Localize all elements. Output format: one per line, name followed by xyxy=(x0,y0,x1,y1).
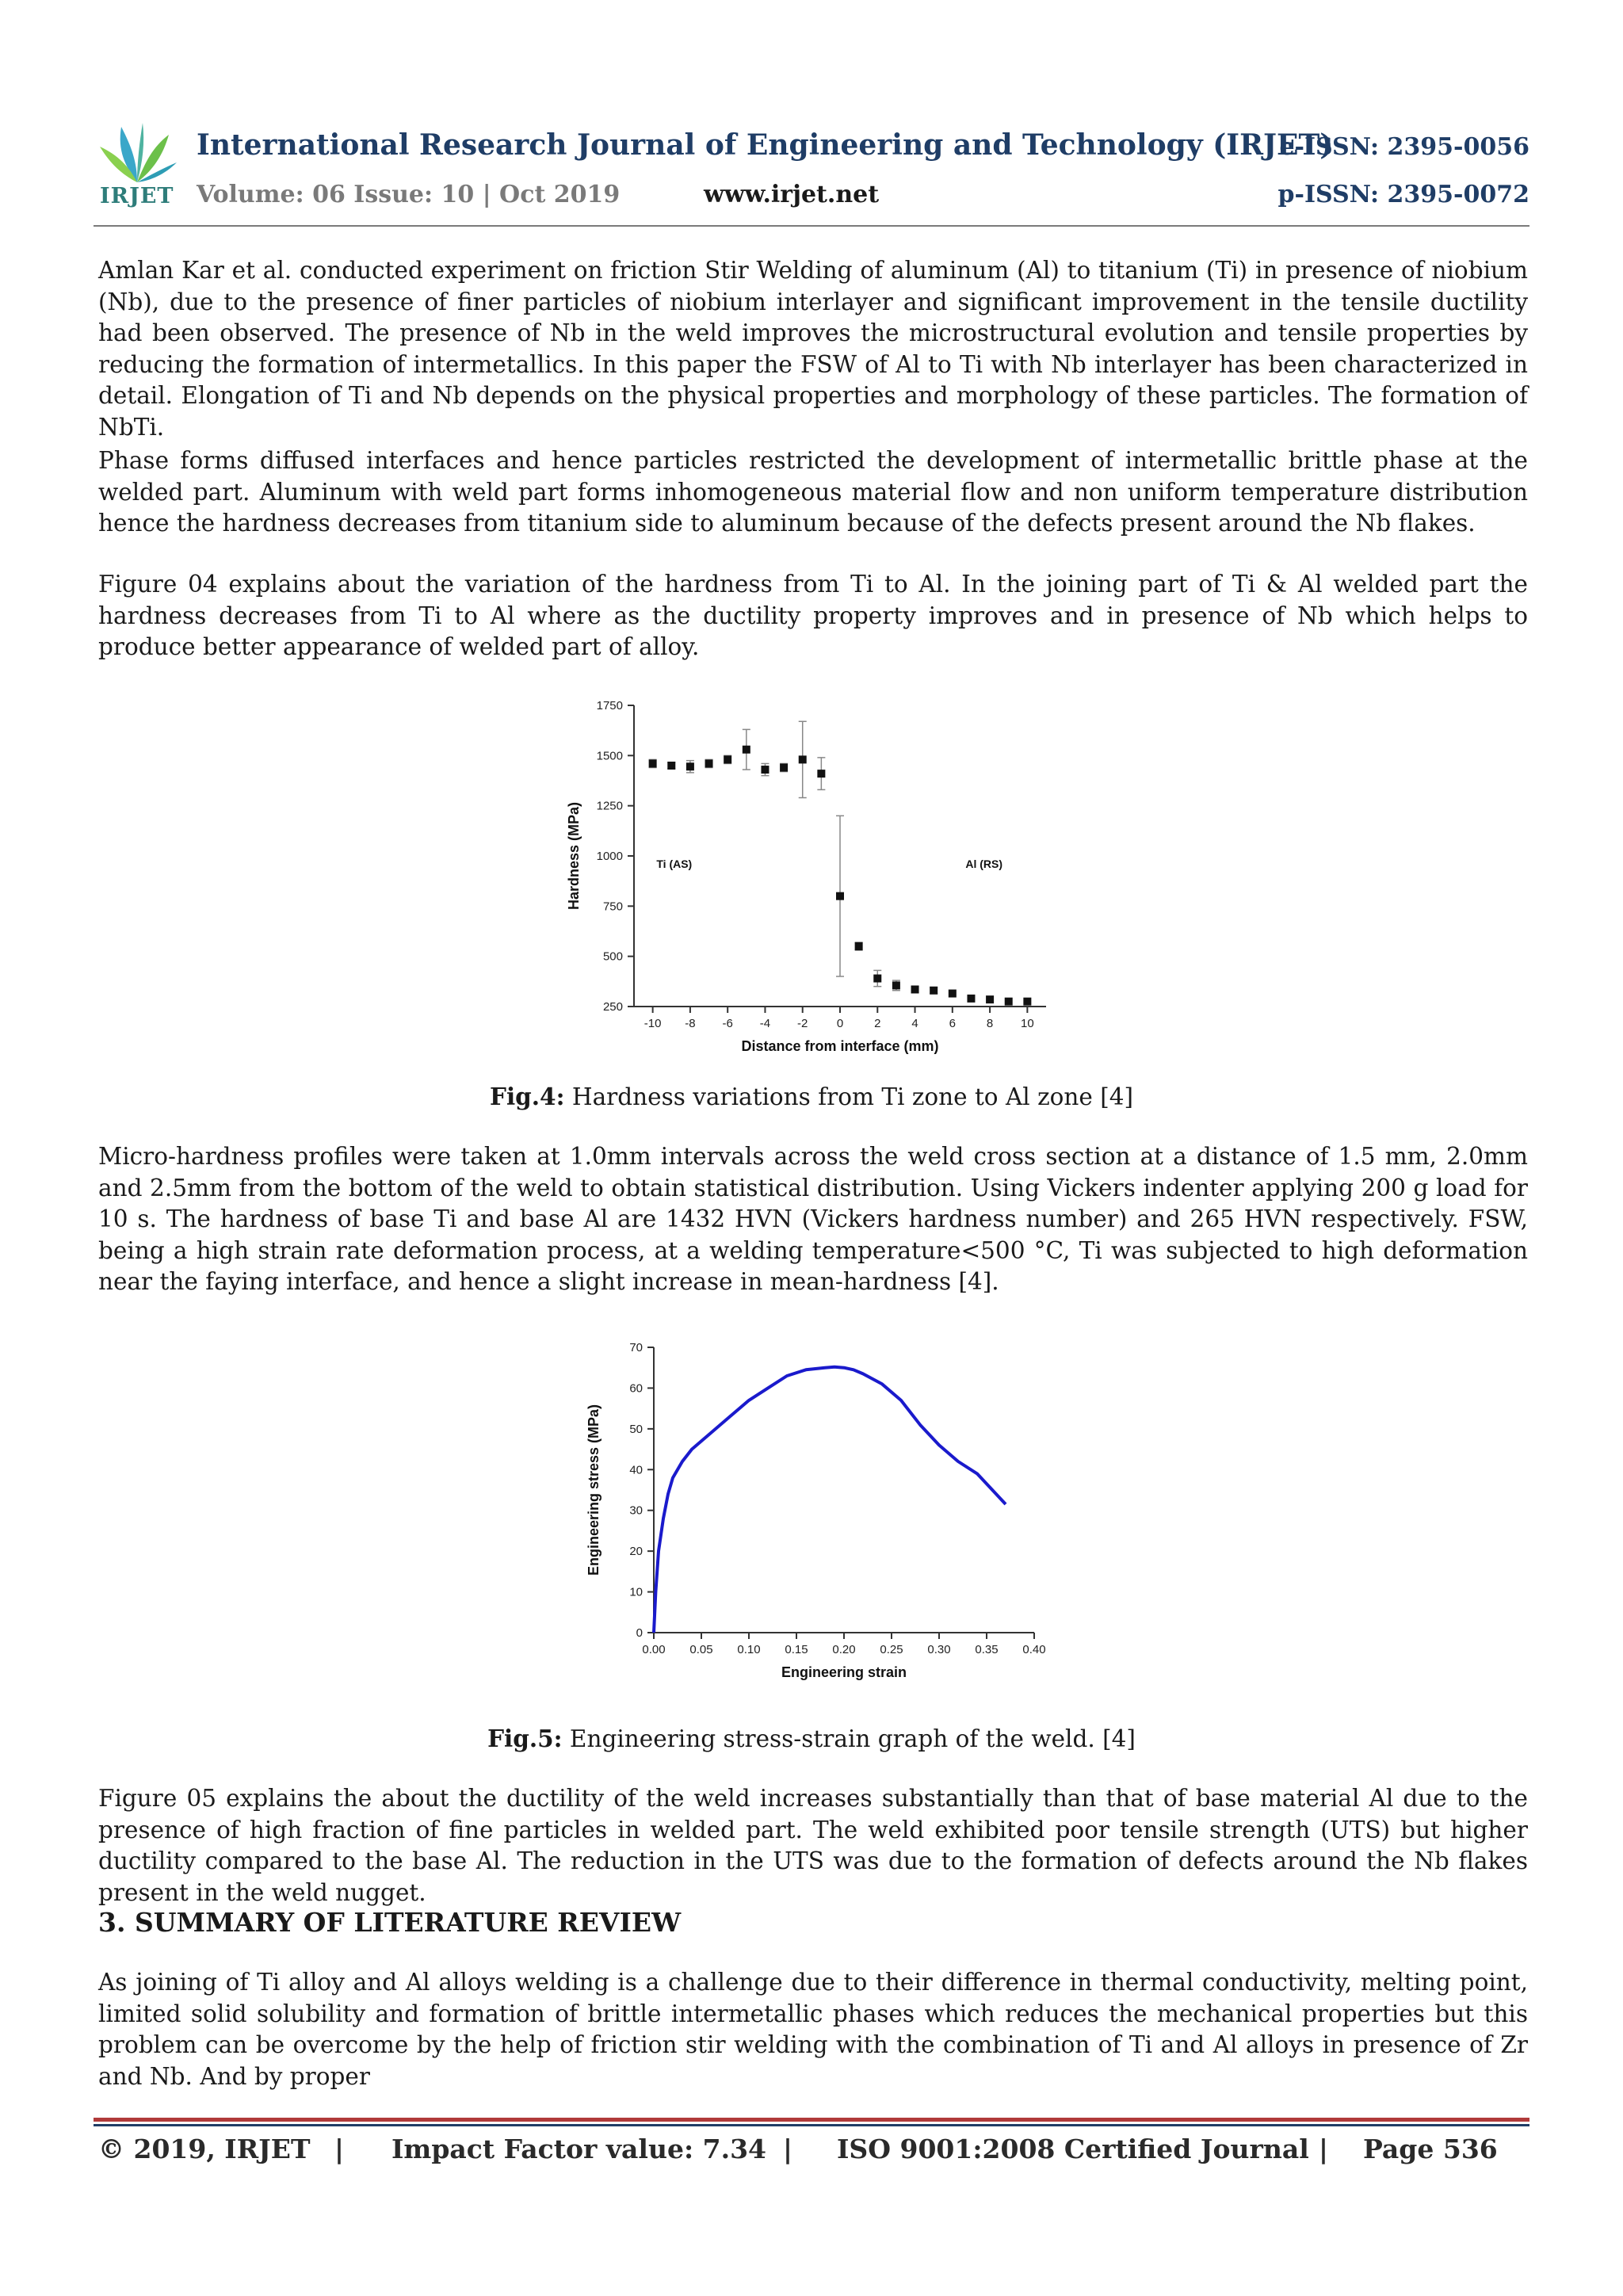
x-axis-label: Distance from interface (mm) xyxy=(741,1038,939,1054)
x-tick-label: 10 xyxy=(1021,1017,1034,1030)
footer-divider-red xyxy=(94,2118,1529,2122)
figure-4-caption xyxy=(0,1083,1623,1110)
y-tick-label: 10 xyxy=(629,1585,643,1599)
data-point xyxy=(873,975,881,983)
paragraph-5: Figure 05 explains the about the ductility of the weld increases substantially than that of base material Al due to the presence of high fraction of fine particles in welded part. The weld exhibited poor tensile strength (UTS) but higher ductility compared to the base Al. The reduction in the UTS was due to the formation of defects around the Nb flakes present in the weld nugget. xyxy=(98,1785,1528,1906)
x-tick-label: -6 xyxy=(722,1017,733,1030)
y-tick-label: 1750 xyxy=(596,699,623,712)
x-tick-label: 2 xyxy=(874,1017,881,1030)
eissn: e-ISSN: 2395-0056 xyxy=(1279,133,1529,161)
figure-5-label: Fig.5: xyxy=(487,1725,563,1752)
data-point xyxy=(667,762,675,770)
data-point xyxy=(855,942,863,950)
y-tick-label: 0 xyxy=(636,1626,643,1640)
hardness-chart xyxy=(555,690,1062,1062)
data-point xyxy=(780,764,788,772)
x-tick-label: -4 xyxy=(759,1017,771,1030)
data-point xyxy=(911,985,919,993)
x-tick-label: -2 xyxy=(797,1017,808,1030)
data-point xyxy=(836,892,844,900)
y-axis-label: Hardness (MPa) xyxy=(566,801,582,911)
data-point xyxy=(986,995,994,1003)
x-tick-label: -10 xyxy=(643,1017,662,1030)
paragraph-1: Amlan Kar et al. conducted experiment on friction Stir Welding of aluminum (Al) to titanium (Ti) in presence of niobium (Nb), due to the presence of finer particles of niobium interlayer and significant improvement in the tensile ductility had been observed. The presence of Nb in the weld improves the microstructural evolution and tensile properties by reducing the formation of intermetallics. In this paper the FSW of Al to Ti with Nb interlayer has been characterized in detail. Elongation of Ti and Nb depends on the physical properties and morphology of these particles. The formation of NbTi. xyxy=(98,257,1528,441)
footer-separator: | xyxy=(1319,2134,1329,2164)
footer-separator: | xyxy=(783,2134,793,2164)
x-tick-label: 0.00 xyxy=(642,1643,666,1656)
x-tick-label: 0.30 xyxy=(927,1643,951,1656)
stress-strain-line xyxy=(654,1367,1006,1633)
data-point xyxy=(761,766,769,774)
x-tick-label: 0 xyxy=(836,1017,844,1030)
data-point xyxy=(930,987,938,995)
y-tick-label: 500 xyxy=(602,949,623,964)
figure-4-caption-text: Hardness variations from Ti zone to Al zone [4] xyxy=(564,1083,1133,1110)
journal-website-link[interactable]: www.irjet.net xyxy=(704,181,880,208)
y-tick-label: 1250 xyxy=(596,799,623,813)
page-header xyxy=(94,119,1529,230)
data-point xyxy=(724,755,731,763)
journal-title: International Research Journal of Engineering and Technology (IRJET) xyxy=(197,128,1334,162)
footer-separator: | xyxy=(334,2134,345,2164)
annotation-al: Al (RS) xyxy=(965,858,1003,871)
data-point xyxy=(949,990,957,998)
y-tick-label: 40 xyxy=(629,1463,643,1477)
x-tick-label: 0.25 xyxy=(880,1643,903,1656)
footer-iso: ISO 9001:2008 Certified Journal xyxy=(837,2134,1309,2164)
data-point xyxy=(686,762,694,770)
x-tick-label: 0.15 xyxy=(785,1643,808,1656)
x-tick-label: 6 xyxy=(949,1017,956,1030)
y-tick-label: 30 xyxy=(629,1503,643,1518)
header-divider xyxy=(94,225,1529,227)
footer-page-number: Page 536 xyxy=(1363,2134,1498,2164)
figure-5-caption-text: Engineering stress-strain graph of the weld. [4] xyxy=(562,1725,1136,1752)
x-tick-label: 0.05 xyxy=(689,1643,713,1656)
figure-4-label: Fig.4: xyxy=(490,1083,565,1110)
x-tick-label: 0.40 xyxy=(1022,1643,1046,1656)
x-tick-label: 0.10 xyxy=(737,1643,761,1656)
paragraph-4: Micro-hardness profiles were taken at 1.0mm intervals across the weld cross section at a distance of 1.5 mm, 2.0mm and 2.5mm from the bottom of the weld to obtain statistical distribution. Using Vickers indenter applying 200 g load for 10 s. The hardness of base Ti and base Al are 1432 HVN (Vickers hardness number) and 265 HVN respectively. FSW, being a high strain rate deformation process, at a welding temperature<500 °C, Ti was subjected to high deformation near the faying interface, and hence a slight increase in mean-hardness [4]. xyxy=(98,1143,1528,1295)
x-tick-label: 8 xyxy=(986,1017,994,1030)
data-point xyxy=(1005,998,1013,1006)
data-point xyxy=(892,981,900,989)
y-tick-label: 1500 xyxy=(596,749,623,763)
volume-issue: Volume: 06 Issue: 10 | Oct 2019 xyxy=(197,181,621,208)
section-heading: 3. SUMMARY OF LITERATURE REVIEW xyxy=(98,1907,682,1938)
footer-copyright: © 2019, IRJET xyxy=(98,2134,311,2164)
y-axis-label: Engineering stress (MPa) xyxy=(586,1404,601,1576)
paragraph-3: Figure 04 explains about the variation of the hardness from Ti to Al. In the joining part of Ti & Al welded part the hardness decreases from Ti to Al where as the ductility property improves and in presence of Nb which helps to produce better appearance of welded part of alloy. xyxy=(98,571,1528,660)
x-tick-label: 0.35 xyxy=(975,1643,999,1656)
data-point xyxy=(705,759,713,767)
x-axis-label: Engineering strain xyxy=(781,1664,907,1680)
y-tick-label: 250 xyxy=(602,1000,623,1014)
y-tick-label: 20 xyxy=(629,1545,643,1559)
annotation-ti: Ti (AS) xyxy=(656,858,693,871)
x-tick-label: -8 xyxy=(685,1017,696,1030)
data-point xyxy=(817,770,825,777)
figure-5-caption xyxy=(0,1725,1623,1752)
footer-impact-factor: Impact Factor value: 7.34 xyxy=(391,2134,766,2164)
data-point xyxy=(1023,998,1031,1006)
x-tick-label: 4 xyxy=(911,1017,918,1030)
y-tick-label: 50 xyxy=(629,1422,643,1436)
data-point xyxy=(649,759,657,767)
pissn: p-ISSN: 2395-0072 xyxy=(1277,181,1529,208)
stress-strain-chart xyxy=(567,1331,1074,1696)
y-tick-label: 70 xyxy=(629,1341,643,1354)
x-tick-label: 0.20 xyxy=(832,1643,856,1656)
paragraph-6: As joining of Ti alloy and Al alloys welding is a challenge due to their difference in thermal conductivity, melting point, limited solid solubility and formation of brittle intermetallic phases which reduces the mechanical properties but this problem can be overcome by the help of friction stir welding with the combination of Ti and Al alloys in presence of Zr and Nb. And by proper xyxy=(98,1969,1528,2090)
logo-text: IRJET xyxy=(100,184,174,208)
y-tick-label: 60 xyxy=(629,1381,643,1396)
paragraph-2: Phase forms diffused interfaces and hence particles restricted the development of intermetallic brittle phase at the welded part. Aluminum with weld part forms inhomogeneous material flow and non uniform temperature distribution hence the hardness decreases from titanium side to aluminum because of the defects present around the Nb flakes. xyxy=(98,447,1528,537)
y-tick-label: 1000 xyxy=(596,850,623,863)
data-point xyxy=(799,755,807,763)
y-tick-label: 750 xyxy=(602,900,623,914)
data-point xyxy=(743,746,750,754)
footer-divider-blue xyxy=(94,2124,1529,2126)
data-point xyxy=(967,995,975,1003)
